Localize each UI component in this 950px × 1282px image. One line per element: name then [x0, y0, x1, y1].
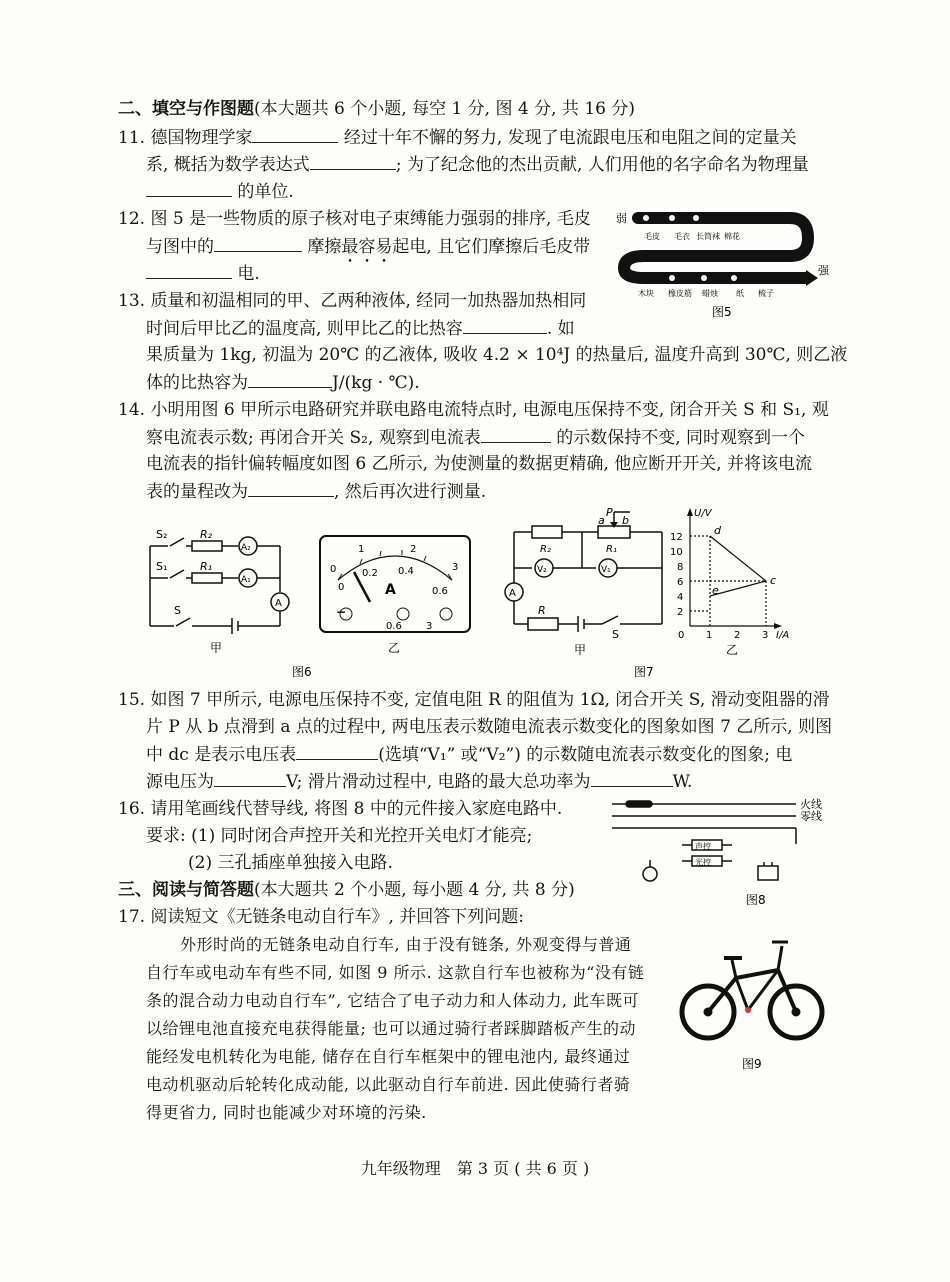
section3-title [118, 877, 575, 903]
q17-para-line: 得更省力, 同时也能减少对环境的污染. [146, 1103, 427, 1122]
ammeter-tick: 0.2 [362, 568, 378, 579]
q12-line3 [146, 260, 260, 287]
fig5-bottom-label: 橡皮筋 [668, 289, 692, 298]
q15-blank-3[interactable] [591, 768, 673, 787]
fig6-a-label: A [275, 598, 282, 609]
q12-text: 电. [237, 264, 260, 284]
fig7-graph-ytick: 10 [670, 547, 683, 558]
q15-blank-1[interactable] [296, 741, 378, 760]
ammeter-tick: 3 [452, 562, 459, 573]
q17-para-line: 外形时尚的无链条电动自行车, 由于没有链条, 外观变得与普通 [180, 935, 632, 954]
fig6-jia-label: 甲 [210, 641, 223, 655]
q12-text: 与图中的 [146, 237, 214, 257]
ammeter-unit: A [385, 582, 396, 598]
ammeter-tick: 0.6 [432, 586, 448, 597]
q15-line3 [146, 741, 792, 768]
q11-text: 11. 德国物理学家 [118, 128, 253, 148]
fig5-top-label: 棉花 [724, 232, 740, 241]
q11-line1 [118, 124, 797, 151]
fig8-sound-switch: 声控 [695, 842, 711, 851]
fig7-graph-xtick: 1 [706, 630, 713, 641]
fig8-caption: 图8 [746, 893, 766, 907]
page-footer: 九年级物理 第 3 页 ( 共 6 页 ) [360, 1159, 590, 1178]
fig6-s1-label: S₁ [156, 560, 168, 573]
q13-text: . 如 [546, 319, 575, 339]
q15-text: V; 滑片滑动过程中, 电路的最大总功率为 [286, 772, 591, 792]
section2-title [118, 96, 635, 122]
fig6-a2-label: A₂ [241, 543, 251, 553]
fig7-r2-label: R₂ [540, 544, 551, 555]
ammeter-zero: 0 [338, 582, 345, 593]
q17-line1: 17. 阅读短文《无链条电动自行车》, 并回答下列问题: [118, 907, 524, 927]
q13-text: 体的比热容为 [146, 373, 248, 393]
fig7-jia-label: 甲 [574, 643, 587, 657]
q12-blank-2[interactable] [146, 260, 232, 279]
q11-blank-1[interactable] [252, 124, 338, 143]
fig7-p-label: P [606, 506, 613, 519]
ammeter-tick: 0 [330, 564, 337, 575]
fig7-graph-xlabel: I/A [776, 630, 790, 641]
q16-line2: 要求: (1) 同时闭合声控开关和光控开关电灯才能亮; [146, 826, 533, 846]
q13-line1: 13. 质量和初温相同的甲、乙两种液体, 经同一加热器加热相同 [118, 291, 587, 311]
q11-blank-2[interactable] [310, 151, 396, 170]
ammeter-tick: 0.4 [398, 566, 414, 577]
q11-text: 的单位. [237, 182, 294, 202]
q15-text: 源电压为 [146, 772, 214, 792]
fig7-graph-ytick: 2 [677, 607, 684, 618]
q17-para-line: 条的混合动力电动自行车”, 它结合了电子动力和人体动力, 此车既可 [146, 991, 640, 1010]
fig7-point-e: e [712, 584, 719, 597]
q15-line4 [146, 768, 692, 795]
q15-text: 中 dc 是表示电压表 [146, 745, 297, 765]
q17-para-line: 自行车或电动车有些不同, 如图 9 所示. 这款自行车也被称为“没有链 [146, 963, 645, 982]
q11-text: 经过十年不懈的努力, 发现了电流跟电压和电阻之间的定量关 [343, 128, 797, 148]
fig7-graph-ytick: 12 [670, 532, 683, 543]
q13-text: J/(kg · ℃). [332, 373, 420, 393]
q13-line3: 果质量为 1kg, 初温为 20℃ 的乙液体, 吸收 4.2 × 10⁴J 的热量后, 温度升高到 30℃, 则乙液 [146, 345, 848, 365]
fig7-point-c: c [770, 574, 777, 587]
fig6-caption: 图6 [292, 665, 312, 679]
q14-text: , 然后再次进行测量. [334, 482, 487, 502]
q12-text: 起电, 且它们摩擦后毛皮带 [392, 237, 591, 257]
fig7-r-label: R [538, 604, 546, 617]
fig6-yi-label: 乙 [388, 641, 401, 655]
fig5-top-label: 毛皮 [644, 232, 660, 241]
fig7-graph-xtick: 2 [734, 630, 741, 641]
fig9-caption: 图9 [742, 1057, 762, 1071]
fig5-top-label: 长筒袜 [696, 232, 720, 241]
q14-line4 [146, 478, 486, 505]
fig5-caption: 图5 [712, 305, 732, 319]
fig7-graph-xtick: 3 [762, 630, 769, 641]
fig8-live-wire: 火线 [800, 798, 822, 811]
fig5-bottom-label: 梳子 [758, 289, 774, 298]
fig5-bottom-label: 蜡烛 [702, 289, 718, 298]
fig6-r1-label: R₁ [200, 560, 213, 573]
q15-line2: 片 P 从 b 点滑到 a 点的过程中, 两电压表示数随电流表示数变化的图象如图 7 乙所示, 则图 [146, 717, 833, 737]
fig5-strong-label: 强 [818, 264, 829, 277]
q17-para-line: 能经发电机转化为电能, 储存在自行车框架中的锂电池内, 最终通过 [146, 1047, 631, 1066]
fig5-bottom-label: 纸 [736, 289, 744, 298]
fig6-r2-label: R₂ [200, 528, 213, 541]
fig7-v2-label: V₂ [537, 565, 547, 575]
q11-text: 系, 概括为数学表达式 [146, 155, 310, 175]
section2-heading: 二、填空与作图题 [118, 99, 254, 119]
q14-line2 [146, 424, 805, 451]
q15-text: (选填“V₁” 或“V₂”) 的示数随电流表示数变化的图象; 电 [378, 745, 793, 765]
figure-5 [612, 206, 832, 324]
fig7-r1-label: R₁ [606, 544, 617, 555]
fig6-s2-label: S₂ [156, 528, 168, 541]
fig6-a1-label: A₁ [241, 575, 251, 585]
q16-line3: (2) 三孔插座单独接入电路. [188, 853, 393, 873]
q14-blank-1[interactable] [481, 424, 551, 443]
figure-8 [606, 794, 836, 914]
figure-9 [676, 930, 826, 1076]
fig6-s-label: S [174, 604, 181, 617]
q12-blank-1[interactable] [214, 233, 302, 252]
q12-emphasis: 最容易 [341, 237, 393, 257]
q11-blank-3[interactable] [146, 178, 232, 197]
ammeter-tick: 2 [410, 544, 417, 555]
ammeter-tick: 1 [358, 544, 365, 555]
fig7-ammeter-label: A [509, 588, 516, 599]
fig7-v1-label: V₁ [601, 565, 611, 575]
fig7-graph-xtick: 0 [678, 630, 685, 641]
fig7-graph-ytick: 4 [677, 592, 684, 603]
q14-text: 的示数保持不变, 同时观察到一个 [556, 428, 806, 448]
fig5-bottom-label: 木块 [638, 289, 654, 298]
figure-6 [140, 516, 480, 681]
fig7-a-label: a [598, 514, 605, 527]
q13-text: 时间后甲比乙的温度高, 则甲比乙的比热容 [146, 319, 463, 339]
q14-line3: 电流表的指针偏转幅度如图 6 乙所示, 为使测量的数据更精确, 他应断开开关, 并将该电流 [146, 454, 813, 474]
fig5-top-label: 毛衣 [674, 232, 690, 241]
q11-line3 [146, 178, 294, 205]
q14-line1: 14. 小明用图 6 甲所示电路研究并联电路电流特点时, 电源电压保持不变, 闭合开关 S 和 S₁, 观 [118, 400, 829, 420]
figure-7 [494, 504, 800, 684]
ammeter-minus-terminal: − [336, 605, 347, 619]
fig8-light-switch: 光控 [695, 858, 711, 867]
q15-line1: 15. 如图 7 甲所示, 电源电压保持不变, 定值电阻 R 的阻值为 1Ω, 闭合开关 S, 滑动变阻器的滑 [118, 690, 830, 710]
fig7-yi-label: 乙 [726, 643, 739, 657]
ammeter-terminal-3: 3 [426, 621, 433, 632]
q13-line2 [146, 315, 575, 342]
q17-para-line: 以给锂电池直接充电获得能量; 也可以通过骑行者踩脚踏板产生的动 [146, 1019, 636, 1038]
fig7-point-d: d [714, 524, 721, 537]
q12-text: 摩擦 [307, 237, 342, 257]
q14-text: 表的量程改为 [146, 482, 248, 502]
fig7-graph-ytick: 8 [677, 562, 684, 573]
q13-line4 [146, 369, 420, 396]
fig5-weak-label: 弱 [616, 212, 627, 225]
ammeter-terminal-06: 0.6 [386, 621, 402, 632]
q13-blank-1[interactable] [463, 315, 547, 334]
q15-blank-2[interactable] [214, 768, 286, 787]
q14-text: 察电流表示数; 再闭合开关 S₂, 观察到电流表 [146, 428, 481, 448]
fig7-s-label: S [612, 628, 619, 641]
q11-line2 [146, 151, 809, 178]
q16-line1: 16. 请用笔画线代替导线, 将图 8 中的元件接入家庭电路中. [118, 799, 563, 819]
q13-blank-2[interactable] [248, 369, 332, 388]
q17-para-line: 电动机驱动后轮转化成动能, 以此驱动自行车前进. 因此使骑行者骑 [146, 1075, 631, 1094]
q15-text: W. [672, 772, 693, 792]
q11-text: ; 为了纪念他的杰出贡献, 人们用他的名字命名为物理量 [395, 155, 809, 175]
section3-heading: 三、阅读与简答题 [118, 880, 254, 900]
fig8-neutral-wire: 零线 [800, 810, 822, 823]
fig7-graph-ylabel: U/V [694, 508, 712, 519]
fig7-graph-ytick: 6 [677, 577, 684, 588]
fig7-caption: 图7 [634, 665, 654, 679]
section2-note: (本大题共 6 个小题, 每空 1 分, 图 4 分, 共 16 分) [254, 99, 635, 119]
fig7-b-label: b [622, 514, 629, 527]
section3-note: (本大题共 2 个小题, 每小题 4 分, 共 8 分) [254, 880, 575, 900]
q14-blank-2[interactable] [248, 478, 334, 497]
q12-line1: 12. 图 5 是一些物质的原子核对电子束缚能力强弱的排序, 毛皮 [118, 209, 591, 229]
